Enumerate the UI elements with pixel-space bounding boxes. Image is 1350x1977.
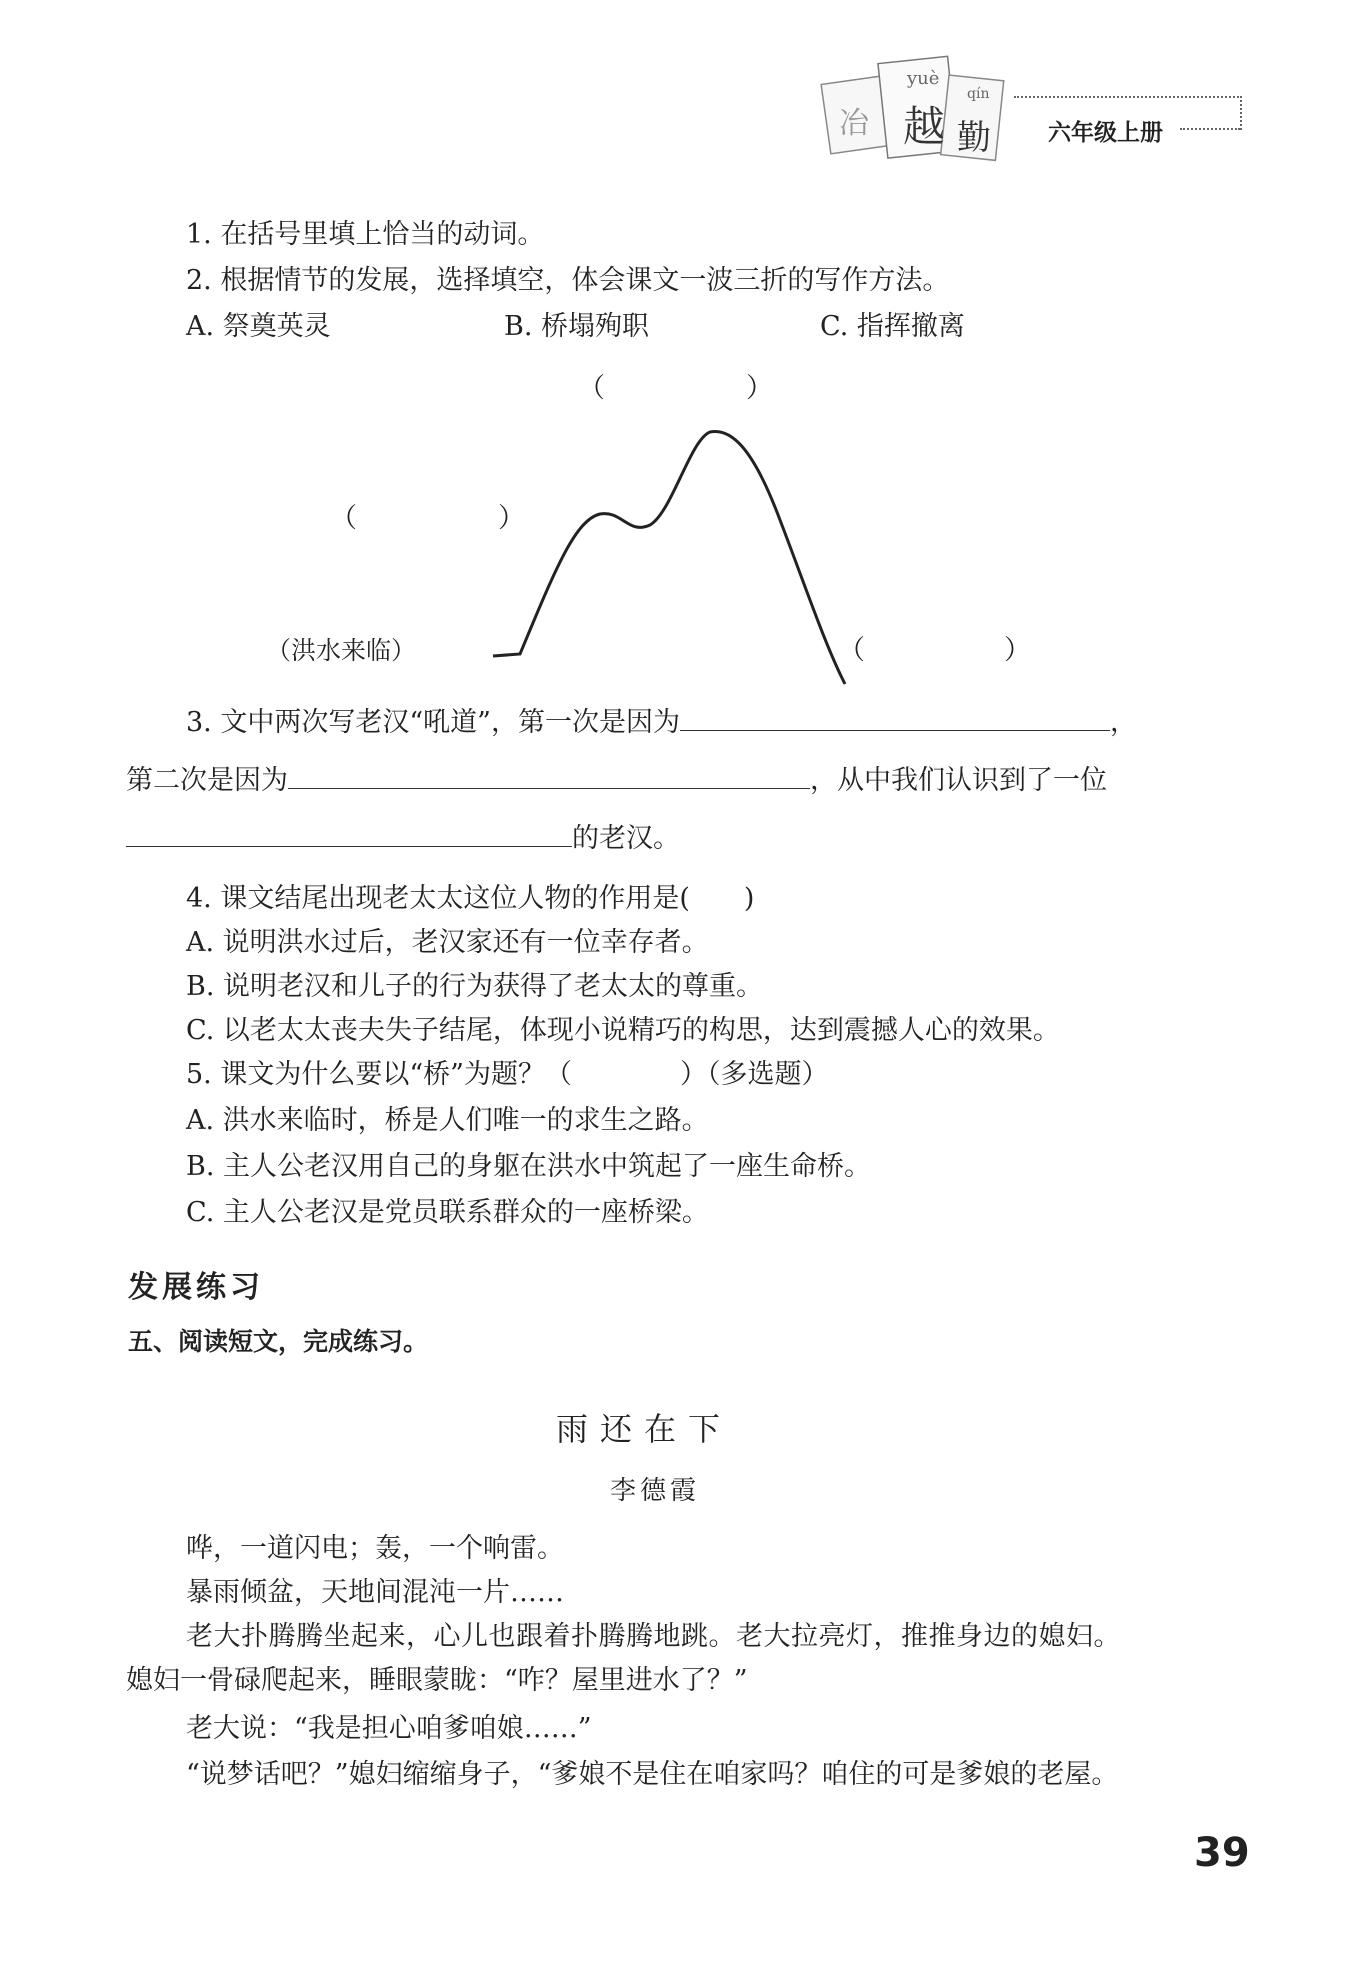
story-line-1: 哗，一道闪电；轰，一个响雷。 bbox=[186, 1533, 564, 1564]
exercise-heading: 五、阅读短文，完成练习。 bbox=[128, 1327, 429, 1356]
blank-right-close[interactable]: ） bbox=[1004, 635, 1031, 666]
logo-char-1: 越 bbox=[903, 102, 946, 151]
question-5: 5. 课文为什么要以“桥”为题？（ ）（多选题） bbox=[186, 1059, 829, 1090]
blank-left-open[interactable]: （ bbox=[330, 503, 357, 534]
story-line-3: 老大扑腾腾坐起来，心儿也跟着扑腾腾地跳。老大拉亮灯，推推身边的媳妇。 bbox=[186, 1621, 1121, 1652]
logo-char-0: 冶 bbox=[839, 106, 869, 141]
logo-char-2: 勤 bbox=[957, 118, 991, 158]
page-number: 39 bbox=[1194, 1830, 1250, 1876]
question-4: 4. 课文结尾出现老太太这位人物的作用是( ) bbox=[186, 883, 755, 914]
q3-prefix-2: 第二次是因为 bbox=[126, 765, 288, 796]
blank-left-close[interactable]: ） bbox=[498, 503, 525, 534]
story-line-5: 老大说：“我是担心咱爹咱娘……” bbox=[186, 1713, 592, 1744]
question-3-line-2 bbox=[126, 762, 1107, 798]
plot-line bbox=[493, 431, 845, 684]
blank-top-close[interactable]: ） bbox=[746, 373, 773, 404]
question-3-line-3 bbox=[126, 820, 680, 856]
question-3-line-1 bbox=[186, 704, 1137, 740]
q3-blank-2[interactable] bbox=[288, 762, 810, 789]
grade-label: 六年级上册 bbox=[1048, 120, 1163, 146]
plot-curve bbox=[0, 0, 1350, 720]
blank-right-open[interactable]: （ bbox=[838, 635, 865, 666]
q3-suffix-3: 的老汉。 bbox=[572, 823, 680, 854]
story-author: 李德霞 bbox=[610, 1476, 701, 1506]
q3-prefix-1: 3. 文中两次写老汉“吼道”，第一次是因为 bbox=[186, 707, 680, 738]
q5-option-a: A. 洪水来临时，桥是人们唯一的求生之路。 bbox=[186, 1105, 709, 1136]
story-line-4: 媳妇一骨碌爬起来，睡眼蒙眬：“咋？屋里进水了？” bbox=[126, 1665, 748, 1696]
q4-option-b: B. 说明老汉和儿子的行为获得了老太太的尊重。 bbox=[186, 971, 764, 1002]
q3-suffix-1: ， bbox=[1109, 707, 1137, 738]
q3-blank-3[interactable] bbox=[126, 820, 572, 847]
story-line-2: 暴雨倾盆，天地间混沌一片…… bbox=[186, 1577, 564, 1608]
q2-option-b: B. 桥塌殉职 bbox=[504, 311, 650, 342]
logo-pinyin-2: qín bbox=[967, 86, 990, 102]
q3-suffix-2: ，从中我们认识到了一位 bbox=[810, 765, 1107, 796]
q4-option-c: C. 以老太太丧夫失子结尾，体现小说精巧的构思，达到震撼人心的效果。 bbox=[186, 1015, 1060, 1046]
q2-option-c: C. 指挥撤离 bbox=[820, 311, 965, 342]
story-title: 雨还在下 bbox=[556, 1410, 733, 1448]
question-2: 2. 根据情节的发展，选择填空，体会课文一波三折的写作方法。 bbox=[186, 265, 950, 296]
diagram-start-label: （洪水来临） bbox=[266, 636, 417, 665]
q2-option-a: A. 祭奠英灵 bbox=[186, 311, 331, 342]
logo-pinyin-1: yuè bbox=[907, 68, 940, 89]
blank-top-open[interactable]: （ bbox=[578, 373, 605, 404]
q5-option-c: C. 主人公老汉是党员联系群众的一座桥梁。 bbox=[186, 1197, 709, 1228]
q3-blank-1[interactable] bbox=[680, 704, 1110, 731]
q5-option-b: B. 主人公老汉用自己的身躯在洪水中筑起了一座生命桥。 bbox=[186, 1151, 872, 1182]
q4-option-a: A. 说明洪水过后，老汉家还有一位幸存者。 bbox=[186, 927, 709, 958]
question-1: 1. 在括号里填上恰当的动词。 bbox=[186, 219, 545, 250]
story-line-6: “说梦话吧？”媳妇缩缩身子，“爹娘不是住在咱家吗？咱住的可是爹娘的老屋。 bbox=[186, 1759, 1119, 1790]
section-title: 发展练习 bbox=[128, 1270, 264, 1305]
